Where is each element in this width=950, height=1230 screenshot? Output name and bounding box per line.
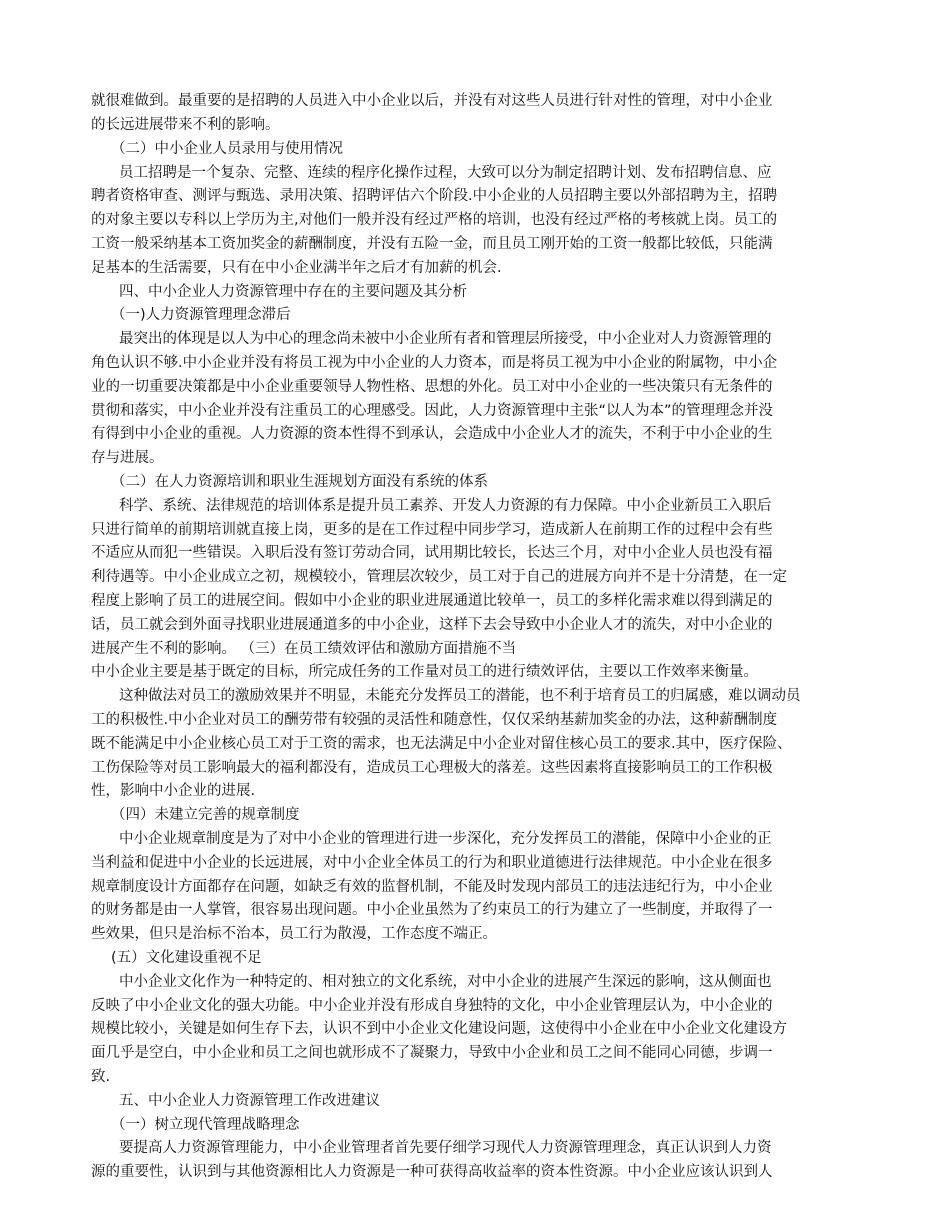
body-text-line: 源的重要性，认识到与其他资源相比人力资源是一种可获得高收益率的资本性资源。中小企业应该认识到人 [91,1164,773,1180]
body-text-line: 利待遇等。中小企业成立之初，规模较小，管理层次较少，员工对于自己的进展方向并不是十分清楚，在一定 [91,569,787,585]
body-text-line: 程度上影响了员工的进展空间。假如中小企业的职业进展通道比较单一，员工的多样化需求难以得到满足的 [91,593,773,609]
body-text-line: 性，影响中小企业的进展. [91,783,256,799]
body-text-line: 聘者资格审查、测评与甄选、录用决策、招聘评估六个阶段.中小企业的人员招聘主要以外部招聘为主，招聘 [91,188,778,204]
body-text-line: 的对象主要以专科以上学历为主,对他们一般并没有经过严格的培训，也没有经过严格的考核就上岗。员工的 [91,212,778,228]
body-text-line: 规章制度设计方面都存在问题，如缺乏有效的监督机制，不能及时发现内部员工的违法违纪行为，中小企业 [91,879,773,895]
body-text-line: 就很难做到。最重要的是招聘的人员进入中小企业以后，并没有对这些人员进行针对性的管理，对中小企业 [91,93,773,109]
body-text-line: 的长远进展带来不利的影响。 [91,117,280,133]
paragraph-first-line: 科学、系统、法律规范的培训体系是提升员工素养、开发人力资源的有力保障。中小企业新员工入职后 [119,498,772,514]
body-text-line: 工伤保险等对员工影响最大的福利都没有，造成员工心理极大的落差。这些因素将直接影响员工的工作积极 [91,760,773,776]
paragraph-first-line: 要提高人力资源管理能力，中小企业管理者首先要仔细学习现代人力资源管理理念，真正认识到人力资 [119,1140,772,1156]
body-text-line: 致. [91,1069,111,1085]
body-text-line: 些效果，但只是治标不治本，员工行为散漫，工作态度不端正。 [91,926,497,942]
body-text-line: 当利益和促进中小企业的长远进展，对中小企业全体员工的行为和职业道德进行法律规范。中小企业在很多 [91,855,773,871]
body-text-line: 反映了中小企业文化的强大功能。中小企业并没有形成自身独特的文化，中小企业管理层认为，中小企业的 [91,998,773,1014]
body-text-line: 工资一般采纳基本工资加奖金的薪酬制度，并没有五险一金，而且员工刚开始的工资一般都比较低，只能满 [91,236,773,252]
body-text-line: 足基本的生活需要，只有在中小企业满半年之后才有加薪的机会. [91,260,502,276]
section-subheading: （四）未建立完善的规章制度 [111,807,300,823]
section-heading: 四、中小企业人力资源管理中存在的主要问题及其分析 [119,284,467,300]
section-subheading: (五）文化建设重视不足 [111,950,262,966]
body-text-line: 的财务都是由一人掌管，很容易出现问题。中小企业虽然为了约束员工的行为建立了一些制度，并取得了一 [91,902,773,918]
section-subheading: （二）中小企业人员录用与使用情况 [111,141,343,157]
body-text-line: 业的一切重要决策都是中小企业重要领导人物性格、思想的外化。员工对中小企业的一些决策只有无条件的 [91,379,773,395]
paragraph-first-line: 中小企业规章制度是为了对中小企业的管理进行进一步深化，充分发挥员工的潜能，保障中小企业的正 [119,831,772,847]
body-text-line: 面几乎是空白，中小企业和员工之间也就形成不了凝聚力，导致中小企业和员工之间不能同心同德，步调一 [91,1045,773,1061]
paragraph-first-line: 员工招聘是一个复杂、完整、连续的程序化操作过程，大致可以分为制定招聘计划、发布招聘信息、应 [119,165,772,181]
body-text-line: 贯彻和落实，中小企业并没有注重员工的心理感受。因此，人力资源管理中主张“以人为本”的管理理念并没 [91,403,774,419]
body-text-line: 进展产生不利的影响。 （三）在员工绩效评估和激励方面措施不当 [91,641,517,657]
body-text-line: 规模比较小，关键是如何生存下去，认识不到中小企业文化建设问题，这使得中小企业在中小企业文化建设方 [91,1021,787,1037]
body-text-line: 既不能满足中小企业核心员工对于工资的需求，也无法满足中小企业对留住核心员工的要求.其中，医疗保险、 [91,736,792,752]
body-text-line: 有得到中小企业的重视。人力资源的资本性得不到承认，会造成中小企业人才的流失，不利于中小企业的生 [91,426,773,442]
body-text-line: 话，员工就会到外面寻找职业进展通道多的中小企业，这样下去会导致中小企业人才的流失，对中小企业的 [91,617,773,633]
body-text-line: 中小企业主要是基于既定的目标，所完成任务的工作量对员工的进行绩效评估，主要以工作效率来衡量。 [91,664,758,680]
section-subheading: （一)人力资源管理理念滞后 [111,307,291,323]
paragraph-first-line: 中小企业文化作为一种特定的、相对独立的文化系统，对中小企业的进展产生深远的影响，这从侧面也 [119,974,772,990]
body-text-line: 存与进展。 [91,450,164,466]
paragraph-first-line: 这种做法对员工的激励效果并不明显，未能充分发挥员工的潜能，也不利于培育员工的归属感，难以调动员 [119,688,801,704]
section-subheading: （一）树立现代管理战略理念 [111,1117,300,1133]
section-subheading: （二）在人力资源培训和职业生涯规划方面没有系统的体系 [111,474,488,490]
section-heading: 五、中小企业人力资源管理工作改进建议 [119,1093,380,1109]
body-text-line: 工的积极性.中小企业对员工的酬劳带有较强的灵活性和随意性，仅仅采纳基薪加奖金的办法，这种薪酬制度 [91,712,778,728]
body-text-line: 不适应从而犯一些错误。入职后没有签订劳动合同，试用期比较长，长达三个月，对中小企业人员也没有福 [91,545,773,561]
body-text-line: 只进行简单的前期培训就直接上岗，更多的是在工作过程中同步学习，造成新人在前期工作的过程中会有些 [91,522,773,538]
body-text-line: 角色认识不够.中小企业并没有将员工视为中小企业的人力资本，而是将员工视为中小企业的附属物，中小企 [91,355,778,371]
paragraph-first-line: 最突出的体现是以人为中心的理念尚未被中小企业所有者和管理层所接受，中小企业对人力资源管理的 [119,331,772,347]
